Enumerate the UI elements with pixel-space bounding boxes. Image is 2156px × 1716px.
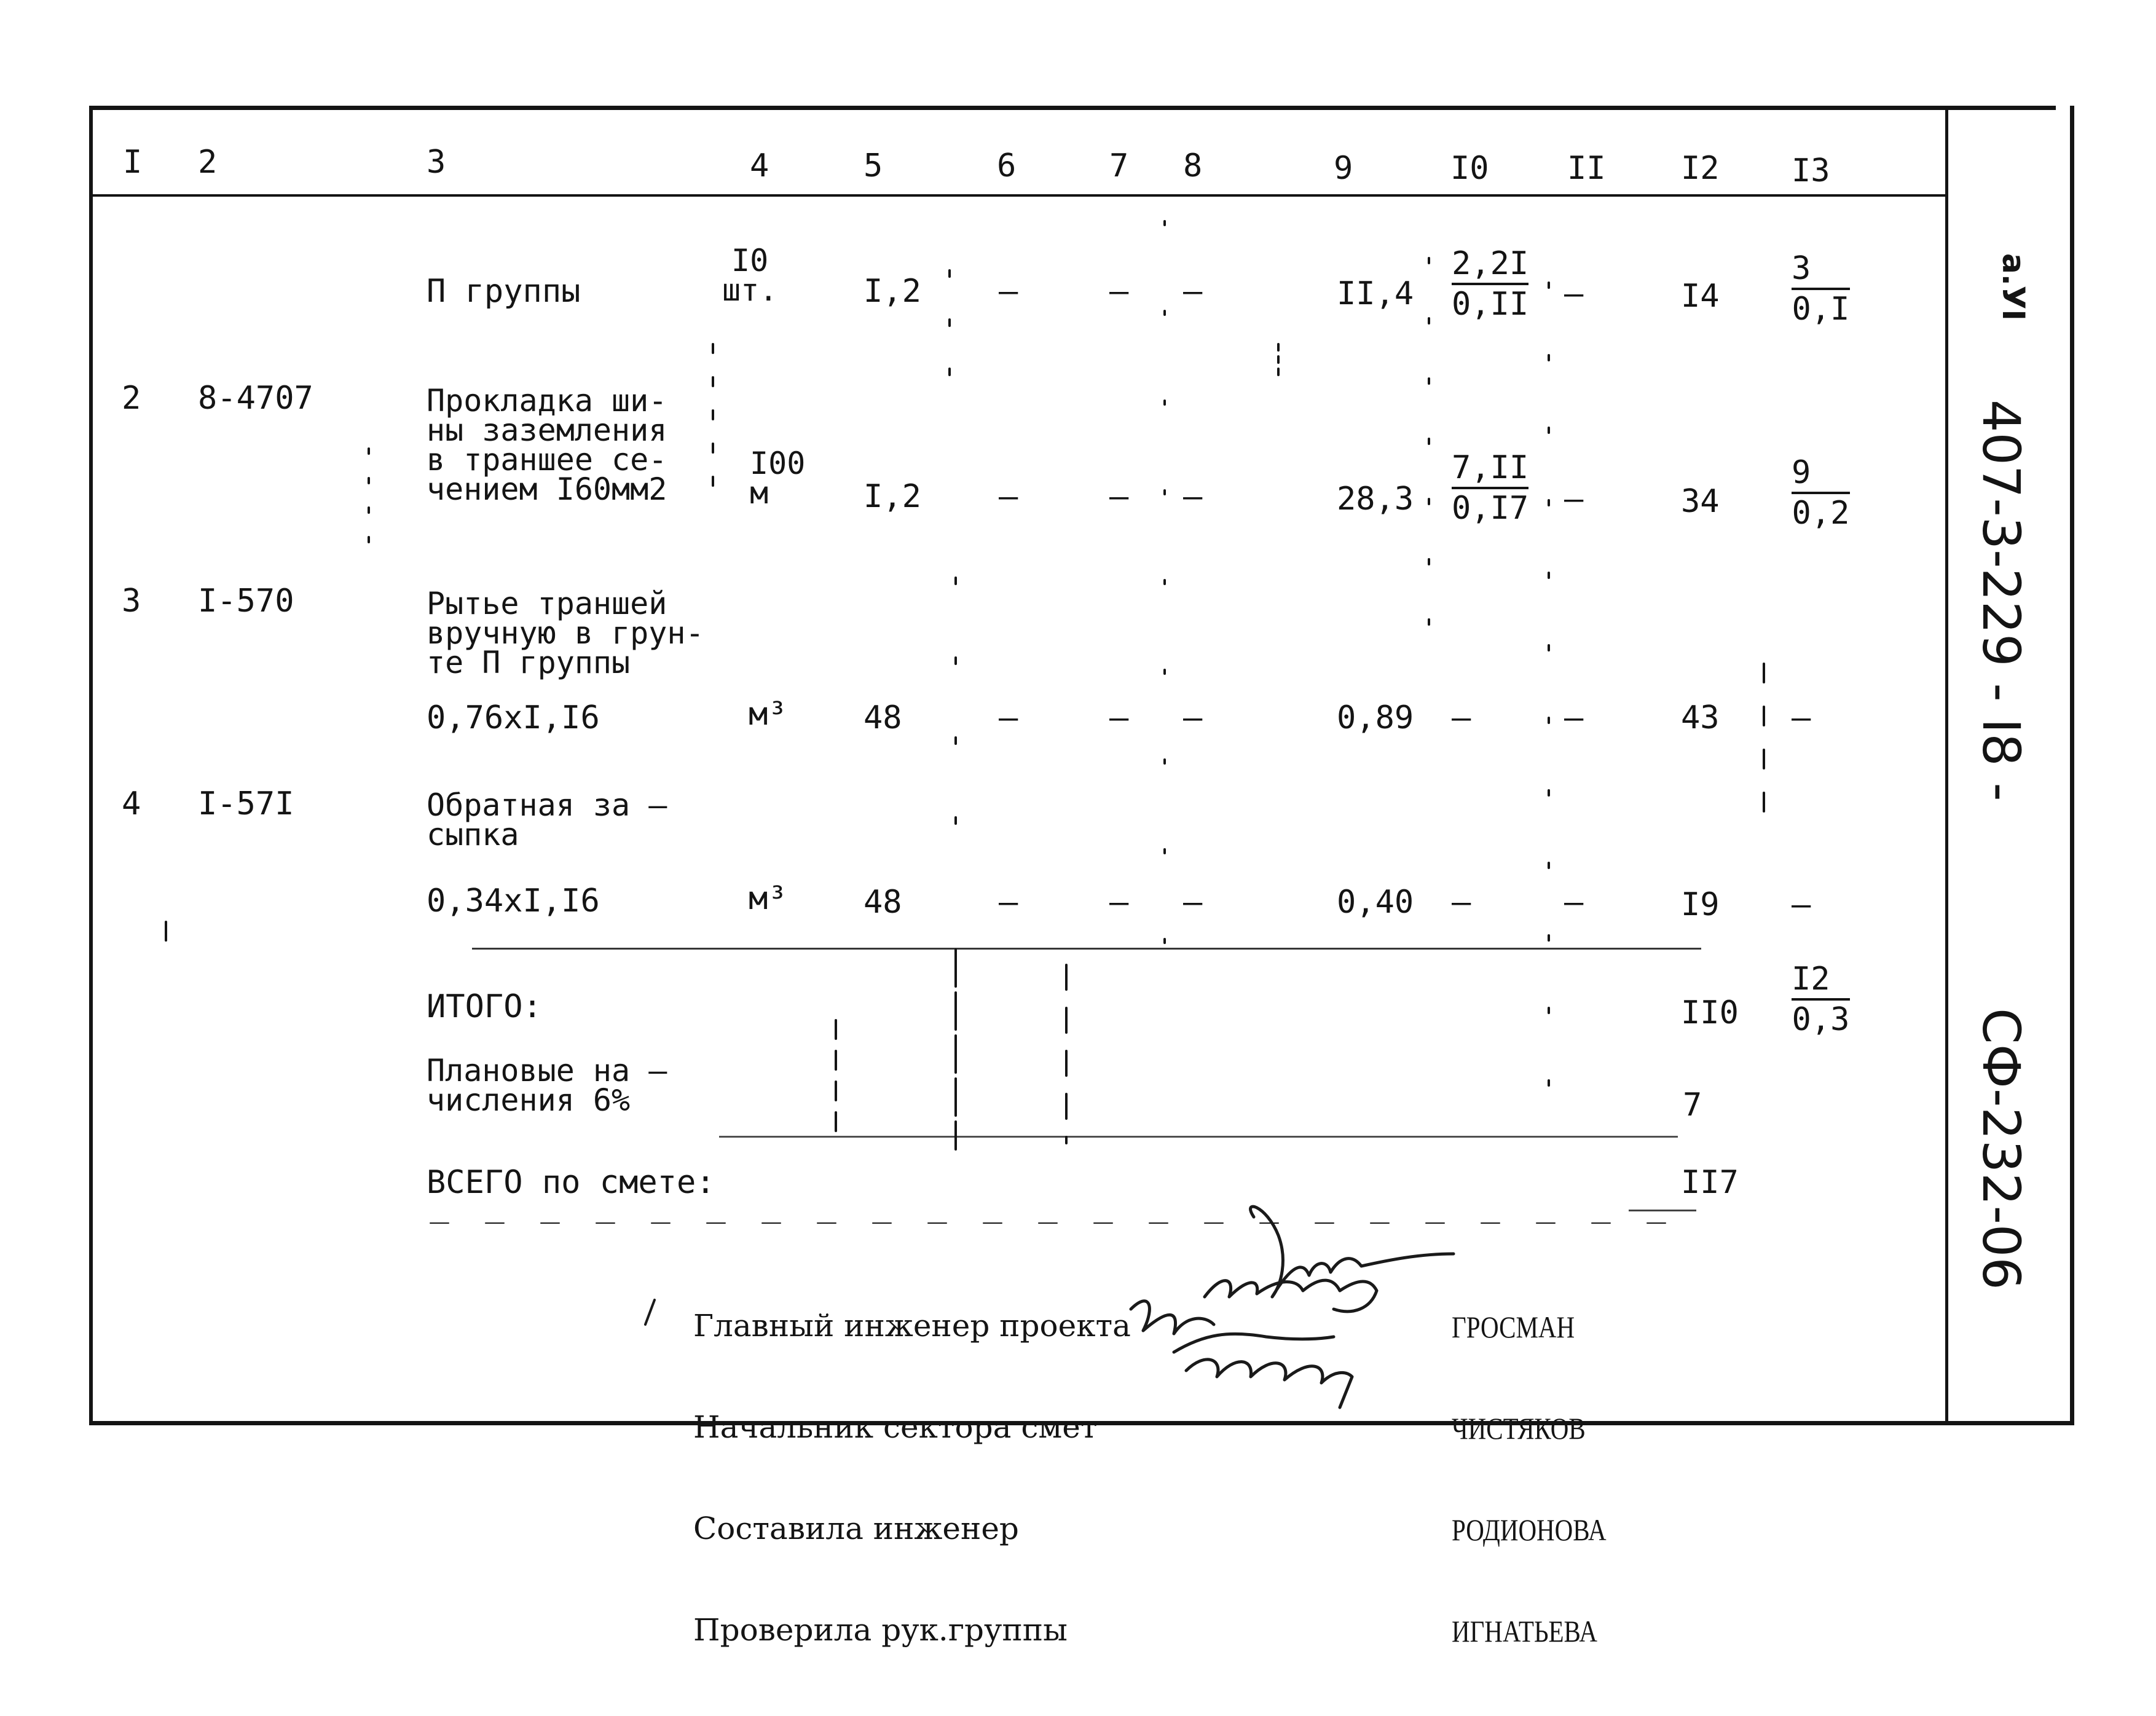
plan-col12: 7 bbox=[1683, 1087, 1702, 1124]
header-col-13: I3 bbox=[1792, 152, 1830, 189]
row2-unit: I00 м bbox=[750, 446, 806, 511]
name-ignatyeva: ИГНАТЬЕВА bbox=[1452, 1614, 1597, 1648]
row2-code: 8-4707 bbox=[198, 380, 313, 417]
row4-col8: – bbox=[1183, 884, 1203, 921]
itogo-label: ИТОГО: bbox=[427, 988, 542, 1025]
row2-col10-numerator: 7,II bbox=[1452, 449, 1528, 489]
header-col-7: 7 bbox=[1109, 148, 1129, 184]
row1-col6: – bbox=[999, 273, 1018, 310]
row3-col9: 0,89 bbox=[1337, 699, 1414, 736]
row2-col12: 34 bbox=[1681, 483, 1720, 520]
signature-scrawl-2 bbox=[1205, 1280, 1377, 1312]
signature-scrawl-4 bbox=[1174, 1334, 1352, 1407]
name-chistyakov: ЧИСТЯКОВ bbox=[1452, 1411, 1586, 1446]
row2-col8: – bbox=[1183, 478, 1203, 515]
row3-col11: – bbox=[1564, 699, 1584, 736]
row1-col9: II,4 bbox=[1337, 275, 1414, 312]
row3-code: I-570 bbox=[198, 583, 294, 620]
row3-name: Рытье траншей вручную в грун- те П группы bbox=[427, 586, 704, 680]
row2-col9: 28,3 bbox=[1337, 481, 1414, 518]
row4-col13: – bbox=[1792, 886, 1811, 923]
row2-col11: – bbox=[1564, 481, 1584, 518]
row3-col6: – bbox=[999, 699, 1018, 736]
row1-col12: I4 bbox=[1681, 278, 1720, 315]
row1-name: П группы bbox=[427, 273, 581, 310]
vsego-col12: II7 bbox=[1681, 1164, 1739, 1201]
plan-label: Плановые на – числения 6% bbox=[427, 1053, 667, 1118]
row3-col12: 43 bbox=[1681, 699, 1720, 736]
row1-col11: – bbox=[1564, 275, 1584, 312]
column-dashed-rules bbox=[166, 221, 1764, 1223]
role-sector-head: Начальник сектора смет bbox=[693, 1409, 1098, 1445]
role-checked-by: Проверила рук.группы bbox=[693, 1612, 1068, 1648]
row4-col6: – bbox=[999, 884, 1018, 921]
row2-col5: I,2 bbox=[864, 478, 921, 515]
row1-col13-numerator: 3 bbox=[1792, 250, 1850, 290]
row1-col10-numerator: 2,2I bbox=[1452, 245, 1528, 285]
header-col-3: 3 bbox=[427, 144, 446, 181]
row3-unit: м³ bbox=[749, 696, 787, 733]
row4-col10: – bbox=[1452, 884, 1471, 921]
row3-col10: – bbox=[1452, 699, 1471, 736]
row2-col6: – bbox=[999, 478, 1018, 515]
handwritten-signatures bbox=[645, 1206, 1454, 1407]
row3-col13: – bbox=[1792, 699, 1811, 736]
row2-col7: – bbox=[1109, 478, 1129, 515]
role-compiled-by: Составила инженер bbox=[693, 1511, 1019, 1546]
signature-scrawl-3 bbox=[1131, 1301, 1214, 1334]
row1-col7: – bbox=[1109, 273, 1129, 310]
row2-col13-denominator: 0,2 bbox=[1792, 495, 1850, 532]
itogo-col13-numerator: I2 bbox=[1792, 960, 1850, 1001]
row2-col13-numerator: 9 bbox=[1792, 454, 1850, 494]
row2-col10-denominator: 0,I7 bbox=[1452, 490, 1529, 527]
itogo-col12: II0 bbox=[1681, 994, 1739, 1031]
header-col-6: 6 bbox=[997, 148, 1017, 184]
row1-col8: – bbox=[1183, 273, 1203, 310]
row3-col7: – bbox=[1109, 699, 1129, 736]
row3-col5: 48 bbox=[864, 699, 902, 736]
role-chief-engineer: Главный инженер проекта bbox=[693, 1308, 1131, 1344]
row2-number: 2 bbox=[122, 380, 141, 417]
header-col-5: 5 bbox=[864, 148, 883, 184]
header-col-12: I2 bbox=[1681, 150, 1720, 187]
row4-col12: I9 bbox=[1681, 886, 1720, 923]
row4-unit: м³ bbox=[749, 880, 787, 917]
row4-col7: – bbox=[1109, 884, 1129, 921]
row2-name: Прокладка ши- ны заземления в траншее се- чением I60мм2 bbox=[427, 383, 667, 507]
row3-formula: 0,76xI,I6 bbox=[427, 699, 600, 736]
row4-number: 4 bbox=[122, 785, 141, 822]
stamp-project-number: 407-3-229 - I8 - bbox=[1971, 399, 2031, 801]
row1-col10-denominator: 0,II bbox=[1452, 286, 1529, 323]
name-rodionova: РОДИОНОВА bbox=[1452, 1513, 1607, 1547]
row4-formula: 0,34xI,I6 bbox=[427, 883, 600, 919]
row4-code: I-57I bbox=[198, 785, 294, 822]
row3-col8: – bbox=[1183, 699, 1203, 736]
row1-col13-denominator: 0,I bbox=[1792, 291, 1850, 328]
row1-unit: I0 шт. bbox=[722, 243, 778, 308]
row2-pencil-mark bbox=[645, 1300, 655, 1324]
row3-number: 3 bbox=[122, 583, 141, 620]
header-col-1: I bbox=[123, 144, 143, 181]
name-grosman: ГРОСМАН bbox=[1452, 1310, 1575, 1344]
header-col-10: I0 bbox=[1450, 150, 1489, 187]
itogo-col13-denominator: 0,3 bbox=[1792, 1001, 1850, 1039]
header-col-9: 9 bbox=[1334, 150, 1353, 187]
header-col-2: 2 bbox=[198, 144, 218, 181]
header-col-8: 8 bbox=[1183, 148, 1203, 184]
stamp-album-label: а.УI bbox=[1996, 253, 2031, 321]
header-col-11: II bbox=[1567, 150, 1606, 187]
row1-col5: I,2 bbox=[864, 273, 921, 310]
row4-col5: 48 bbox=[864, 884, 902, 921]
header-col-4: 4 bbox=[750, 148, 769, 184]
row4-col11: – bbox=[1564, 884, 1584, 921]
row4-name: Обратная за – сыпка bbox=[427, 787, 667, 852]
vsego-label: ВСЕГО по смете: bbox=[427, 1164, 715, 1201]
stamp-sheet-code: СФ-232-06 bbox=[1971, 1008, 2031, 1290]
row4-col9: 0,40 bbox=[1337, 884, 1414, 921]
